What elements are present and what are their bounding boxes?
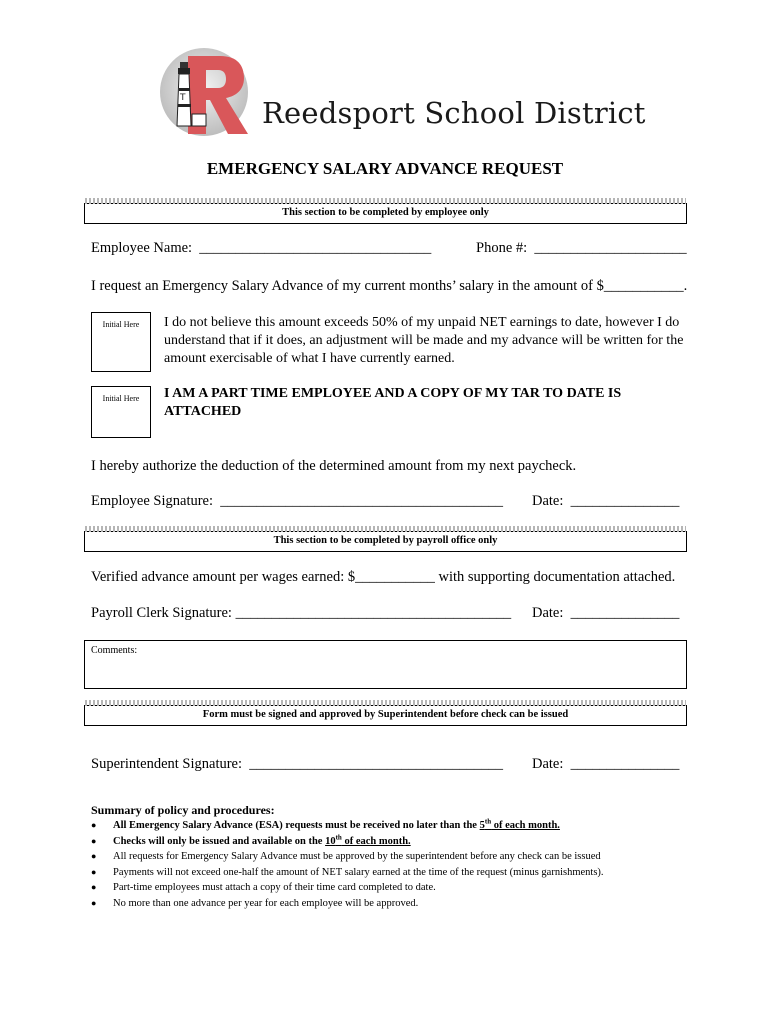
authorize-text: I hereby authorize the deduction of the determined amount from my next paycheck. — [91, 458, 577, 474]
bullet-icon: ● — [91, 897, 97, 908]
bullet-icon: ● — [91, 851, 97, 861]
district-logo — [158, 48, 254, 138]
comments-box[interactable] — [84, 640, 687, 689]
initial-box-1[interactable] — [91, 312, 151, 372]
svg-text:T: T — [180, 93, 186, 103]
bullet-icon: ● — [91, 882, 97, 892]
summary-list — [91, 818, 731, 911]
employee-section-label: This section to be completed by employee only — [282, 207, 489, 218]
employee-signature-field[interactable]: Employee Signature: _______________________________________ — [91, 493, 504, 509]
payroll-clerk-signature-field[interactable]: Payroll Clerk Signature: ______________________________________ — [91, 605, 512, 621]
payroll-section-bar — [84, 531, 687, 552]
superintendent-section-label: Form must be signed and approved by Superintendent before check can be issued — [202, 709, 569, 720]
request-amount-field[interactable]: I request an Emergency Salary Advance of my current months’ salary in the amount of $___________. — [91, 278, 688, 294]
summary-item: ● Part-time employees must attach a copy of their time card completed to date. — [91, 880, 731, 896]
summary-item: ● Checks will only be issued and available on the 10th of each month. — [91, 834, 731, 850]
employee-name-field[interactable]: Employee Name: ________________________________ — [91, 240, 432, 256]
phone-field[interactable]: Phone #: _____________________ — [476, 240, 687, 256]
initial-box-2[interactable] — [91, 386, 151, 438]
payroll-date-field[interactable]: Date: _______________ — [532, 605, 680, 621]
initial-label-1: Initial Here — [102, 320, 140, 329]
summary-item: ● All requests for Emergency Salary Advance must be approved by the superintendent before any check can be issued — [91, 849, 731, 865]
summary-item: ● Payments will not exceed one-half the amount of NET salary earned at the time of the request (minus garnishments). — [91, 865, 731, 881]
superintendent-date-field[interactable]: Date: _______________ — [532, 756, 680, 772]
superintendent-signature-field[interactable]: Superintendent Signature: ___________________________________ — [91, 756, 504, 772]
summary-item: ● All Emergency Salary Advance (ESA) requests must be received no later than the 5th of each month. — [91, 818, 731, 834]
summary-title: Summary of policy and procedures: — [91, 803, 275, 817]
acknowledgement-text: I do not believe this amount exceeds 50% of my unpaid NET earnings to date, however I do understand that if it does, an adjustment will be made and my advance will be written for the amount exercisable of what I have currently earned. — [164, 315, 684, 366]
initial-label-2: Initial Here — [102, 394, 140, 403]
verified-amount-field[interactable]: Verified advance amount per wages earned: $___________ with supporting documentation attached. — [91, 569, 676, 585]
comments-label: Comments: — [91, 645, 138, 656]
employee-section-bar — [84, 203, 687, 224]
part-time-statement: I AM A PART TIME EMPLOYEE AND A COPY OF MY TAR TO DATE IS ATTACHED — [164, 386, 622, 419]
bullet-icon: ● — [91, 820, 97, 830]
form-title: EMERGENCY SALARY ADVANCE REQUEST — [206, 159, 564, 178]
bullet-icon: ● — [91, 866, 97, 877]
superintendent-section-bar — [84, 705, 687, 726]
bullet-icon: ● — [91, 835, 97, 846]
summary-item: ● No more than one advance per year for each employee will be approved. — [91, 896, 731, 912]
payroll-section-label: This section to be completed by payroll office only — [273, 535, 498, 546]
district-name: Reedsport School District — [262, 96, 646, 130]
employee-date-field[interactable]: Date: _______________ — [532, 493, 680, 509]
